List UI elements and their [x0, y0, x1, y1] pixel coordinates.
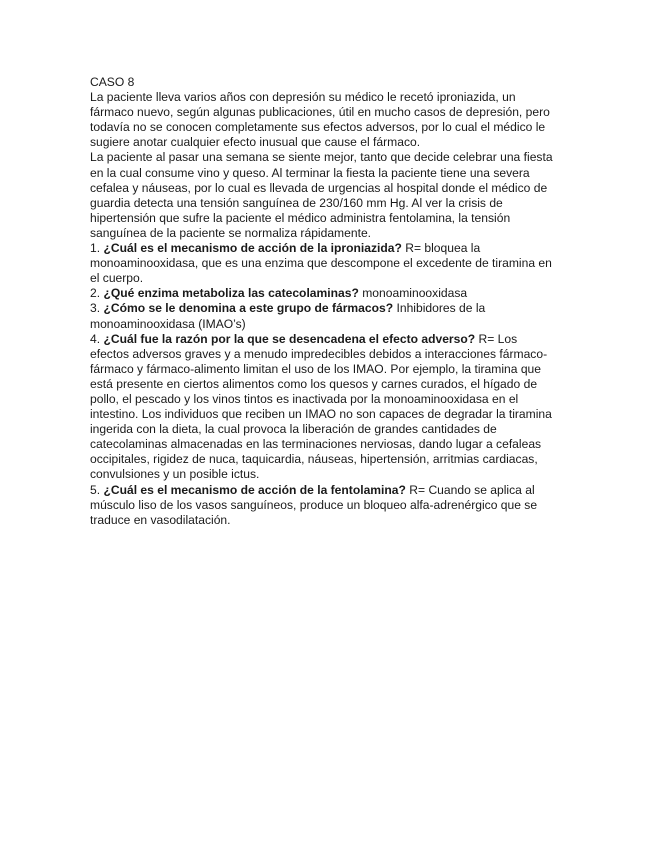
question-line	[90, 332, 570, 347]
question-text: ¿Cuál es el mecanismo de acción de la fentolamina?	[103, 482, 406, 497]
document-title: CASO 8	[90, 75, 135, 89]
intro-line: cefalea y náuseas, por lo cual es llevada de urgencias al hospital donde el médico de	[90, 180, 548, 195]
question-text: ¿Cómo se le denomina a este grupo de fármacos?	[103, 301, 394, 316]
question-1	[90, 241, 570, 286]
question-text: ¿Cuál fue la razón por la que se desencadena el efecto adverso?	[103, 331, 476, 346]
answer-line: está presente en ciertos alimentos como los quesos y carnes curados, el hígado de	[90, 376, 538, 391]
intro-line: sugiere anotar cualquier efecto inusual que cause el fármaco.	[90, 135, 421, 150]
question-5	[90, 483, 570, 528]
answer-text: R= bloquea la	[401, 241, 481, 256]
question-number: 4.	[90, 331, 101, 346]
intro-line: La paciente al pasar una semana se siente mejor, tanto que decide celebrar una fiesta	[90, 150, 553, 165]
question-3	[90, 301, 570, 331]
answer-line: occipitales, rigidez de nuca, taquicardia, náuseas, hipertensión, arritmias cardiacas,	[90, 452, 538, 467]
question-number: 1.	[90, 241, 101, 256]
answer-line: catecolaminas almacenadas en las terminaciones nerviosas, dando lugar a cefaleas	[90, 437, 542, 452]
question-number: 5.	[90, 482, 101, 497]
question-text: ¿Qué enzima metaboliza las catecolaminas?	[103, 286, 359, 301]
intro-line: La paciente lleva varios años con depresión su médico le recetó iproniazida, un	[90, 90, 516, 105]
intro-line: hipertensión que sufre la paciente el médico administra fentolamina, la tensión	[90, 210, 511, 225]
answer-line: monoaminooxidasa (IMAO’s)	[90, 316, 246, 331]
question-number: 2.	[90, 286, 101, 301]
answer-text: R= Cuando se aplica al	[405, 482, 535, 497]
answer-text: R= Los	[475, 331, 518, 346]
answer-line: fármaco y fármaco-alimento limitan el uso de los IMAO. Por ejemplo, la tiramina que	[90, 361, 542, 376]
answer-text: Inhibidores de la	[393, 301, 486, 316]
intro-line: guardia detecta una tensión sanguínea de 230/160 mm Hg. Al ver la crisis de	[90, 195, 503, 210]
answer-line: pollo, el pescado y los vinos tintos es inactivada por la monoaminooxidasa en el	[90, 391, 519, 406]
question-2	[90, 286, 570, 301]
answer-line: músculo liso de los vasos sanguíneos, produce un bloqueo alfa-adrenérgico que se	[90, 497, 538, 512]
answer-line: monoaminooxidasa, que es una enzima que descompone el excedente de tiramina en	[90, 256, 552, 271]
question-line	[90, 301, 570, 316]
intro-line: en la cual consume vino y queso. Al terminar la fiesta la paciente tiene una severa	[90, 165, 530, 180]
answer-line: ingerida con la dieta, la cual provoca la liberación de grandes cantidades de	[90, 422, 497, 437]
question-4	[90, 332, 570, 483]
question-number: 3.	[90, 301, 101, 316]
answer-line: intestino. Los individuos que reciben un IMAO no son capaces de degradar la tiramina	[90, 407, 552, 422]
question-text: ¿Cuál es el mecanismo de acción de la iproniazida?	[103, 241, 402, 256]
intro-line: fármaco nuevo, según algunas publicaciones, útil en mucho casos de depresión, pero	[90, 105, 550, 120]
answer-line: efectos adversos graves y a menudo impredecibles debidos a interacciones fármaco-	[90, 346, 548, 361]
intro-line: todavía no se conocen completamente sus efectos adversos, por lo cual el médico le	[90, 120, 546, 135]
question-line	[90, 286, 570, 301]
intro-paragraphs	[90, 90, 570, 241]
document-page	[90, 75, 570, 528]
question-line	[90, 483, 570, 498]
answer-line: convulsiones y un posible ictus.	[90, 467, 260, 482]
answer-text: monoaminooxidasa	[358, 286, 468, 301]
answer-line: el cuerpo.	[90, 271, 144, 286]
question-line	[90, 241, 570, 256]
intro-line: sanguínea de la paciente se normaliza rápidamente.	[90, 225, 372, 240]
answer-line: traduce en vasodilatación.	[90, 512, 231, 527]
